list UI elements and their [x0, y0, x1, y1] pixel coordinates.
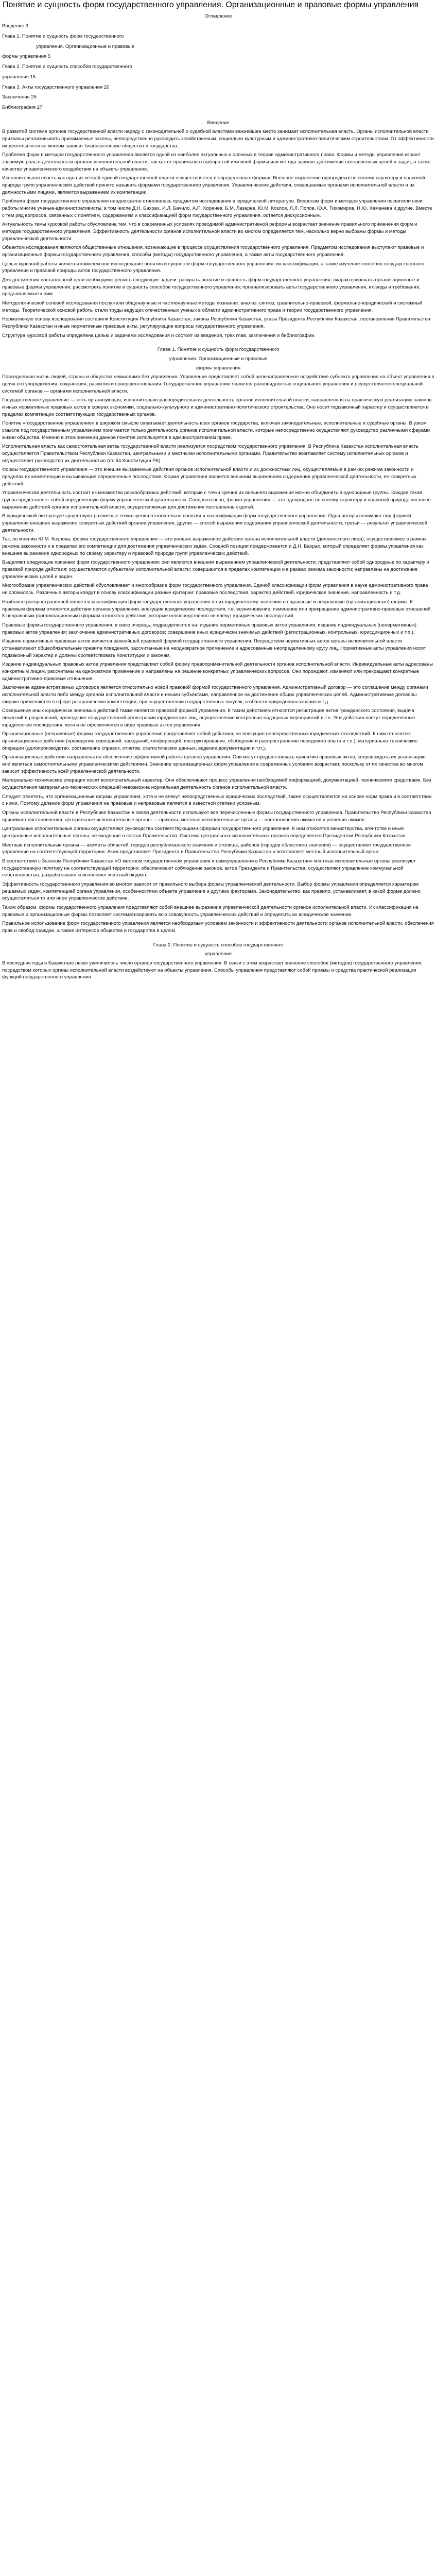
chapter-1-paragraph: Выделяют следующие признаки форм государственного управления: они являются внешним выражением управленческой деятельности; представляют собой однородные по характеру и правовой природе действия; осуществляются субъектами исполнительной власти; совершаются в пределах компетенции и в рамках режима законности; направлены на достижение управленческих целей и задач.: [2, 560, 429, 580]
chapter-1-paragraph: Таким образом, формы государственного управления представляют собой внешнее выражение управленческой деятельности органов исполнительной власти. Их классификация на правовые и организационные формы позволяет систематизировать всю совокупность управленческих действий и определить их юридическое значение.: [2, 905, 418, 918]
toc-entry: Глава 2. Понятие и сущность способов государственного: [2, 64, 132, 70]
intro-paragraph: В развитой системе органов государственной власти наряду с законодательной и судебной властями важнейшее место занимает исполнительная власть. Органы исполнительной власти призваны реализовывать принимаемые законы, непосредственно руководить хозяйственным, социально-культурным и административно-политическим строительством. От эффективности их деятельности во многом зависит благосостояние общества и государства.: [2, 129, 434, 149]
chapter-2-heading: [2, 942, 434, 958]
toc-heading: Оглавление: [204, 13, 232, 19]
chapter-2-heading-line: Глава 2. Понятие и сущность способов государственного: [153, 942, 284, 948]
chapter-2-heading-line: управления: [205, 951, 232, 957]
document-page: [0, 0, 436, 989]
intro-paragraph: Актуальность темы курсовой работы обусловлена тем, что в современных условиях проводимой административной реформы возрастает значение правильного применения форм и методов государственного управления. Эффективность деятельности органов исполнительной власти во многом определяется тем, насколько верно выбраны формы и методы управленческой деятельности.: [2, 222, 417, 242]
toc-entry: Введение 3: [2, 23, 28, 29]
chapter-1-paragraph: Органы исполнительной власти в Республике Казахстан в своей деятельности используют все перечисленные формы государственного управления. Правительство Республики Казахстан принимает постановления, центральные исполнительные органы — приказы, местные исполнительные органы — постановления акиматов и решения акимов.: [2, 809, 431, 823]
intro-paragraph: Исполнительная власть как одна из ветвей единой государственной власти осуществляется в определенных формах. Внешнее выражение однородных по своему характеру и правовой природе групп управленческих действий принято называть формами государственного управления. Управленческие действия, совершаемые органами исполнительной власти и их должностными лицами, являются выражением их компетенции.: [2, 175, 425, 195]
chapter-1-paragraph: В соответствии с Законом Республики Казахстан «О местном государственном управлении и самоуправлении в Республике Казахстан» местные исполнительные органы реализуют государственную политику на соответствующей территории, обеспечивают соблюдение законов, актов Президента и Правительства, осуществляют управление коммунальной собственностью, разрабатывают и исполняют местный бюджет.: [2, 858, 416, 878]
toc-entry: формы управления 5: [2, 54, 51, 60]
chapter-1-paragraph: Управленческая деятельность состоит из множества разнообразных действий, которые с точки зрения их внешнего выражения можно объединить в однородные группы. Каждая такая группа представляет собой определенную форму управленческой деятельности. Следовательно, форма управления — это однородное по своему характеру и правовой природе внешнее выражение действий органов исполнительной власти, осуществляемых для достижения поставленных целей.: [2, 490, 431, 510]
chapter-1-paragraph: Следует отметить, что организационные формы управления, хотя и не влекут непосредственных юридических последствий, также осуществляются на основе норм права и в соответствии с ними. Поэтому деление форм управления на правовые и неправовые является в известной степени условным.: [2, 793, 432, 807]
intro-heading: Введение: [207, 120, 230, 126]
intro-paragraph: Структура курсовой работы определена целью и задачами исследования и состоит из введения, трех глав, заключения и библиографии.: [2, 332, 316, 338]
chapter-1-paragraph: Повседневная жизнь людей, страны и общества немыслима без управления. Управление представляет собой целенаправленное воздействие субъекта управления на объект управления в целях его упорядочения, сохранения, развития и совершенствования. Государственное управление является разновидностью социального управления и осуществляется специальной системой органов — органами исполнительной власти.: [2, 374, 434, 394]
chapter-1-paragraph: Издание индивидуальных правовых актов управления представляет собой форму правоприменительной деятельности органов исполнительной власти. Индивидуальные акты адресованы конкретным лицам, рассчитаны на однократное применение и направлены на решение конкретных управленческих вопросов. Они порождают, изменяют или прекращают конкретные административно-правовые отношения.: [2, 662, 433, 682]
chapter-1-heading-line: формы управления: [196, 365, 241, 371]
chapter-1-paragraph: Понятие «государственное управление» в широком смысле охватывает деятельность всех органов государства, включая законодательные, исполнительные и судебные органы. В узком смысле под государственным управлением понимается только деятельность органов исполнительной власти, которые непосредственно осуществляют руководство различными сферами жизни общества. Именно в этом значении данное понятие используется в административном праве.: [2, 420, 430, 440]
chapter-1-paragraph: Издание нормативных правовых актов является важнейшей правовой формой государственного управления. Посредством нормативных актов органы исполнительной власти устанавливают общеобязательные правила поведения, рассчитанные на неоднократное применение и адресованные неопределенному кругу лиц. Нормативные акты управления носят подзаконный характер и должны соответствовать Конституции и законам.: [2, 638, 426, 658]
intro-section: [2, 128, 434, 339]
chapter-1-paragraph: Совершение иных юридически значимых действий также является правовой формой управления. К таким действиям относятся регистрация актов гражданского состояния, выдача лицензий и разрешений, проведение государственной регистрации юридических лиц, осуществление контрольно-надзорных мероприятий и т.п. Эти действия влекут определенные юридические последствия, хотя и не оформляются в виде правовых актов управления.: [2, 708, 415, 728]
chapter-1-paragraph: Исполнительная власть как самостоятельная ветвь государственной власти реализуется посредством государственного управления. В Республике Казахстан исполнительная власть осуществляется Правительством Республики Казахстан, центральными и местными исполнительными органами. Правительство возглавляет систему исполнительных органов и осуществляет руководство их деятельностью (ст. 64 Конституции РК).: [2, 444, 418, 464]
chapter-1-section: [2, 374, 434, 934]
chapter-1-heading: [2, 346, 434, 371]
chapter-1-heading-line: Глава 1. Понятие и сущность форм государственного: [157, 347, 280, 353]
chapter-1-paragraph: Заключение административных договоров является относительно новой правовой формой государственного управления. Административный договор — это соглашение между органами исполнительной власти либо между органом исполнительной власти и иными субъектами, направленное на достижение общих управленческих целей. Административные договоры широко применяются в сфере разграничения компетенции, при осуществлении государственных закупок, в области природопользования и т.д.: [2, 685, 428, 705]
intro-paragraph: Для достижения поставленной цели необходимо решить следующие задачи: раскрыть понятие и сущность форм государственного управления; охарактеризовать организационные и правовые формы управления; рассмотреть понятие и сущность способов государственного управления; проанализировать акты государственного управления, их виды и требования, предъявляемые к ним.: [2, 277, 421, 297]
chapter-1-paragraph: Так, по мнению Ю.М. Козлова, форма государственного управления — это внешне выраженное действие органа исполнительной власти (должностного лица), осуществляемое в рамках режима законности и в пределах его компетенции для достижения управленческих задач. Сходной позиции придерживается и Д.Н. Бахрах, который определяет формы управления как внешнее выражение однородных по своему характеру и правовой природе групп управленческих действий.: [2, 536, 427, 556]
toc-entry: Заключение 25: [2, 94, 37, 100]
chapter-2-section: [2, 960, 434, 981]
chapter-1-paragraph: Наиболее распространенной является классификация форм государственного управления по их юридическому значению на правовые и неправовые (организационные) формы. К правовым формам относятся действия органов управления, влекущие юридические последствия, т.е. возникновение, изменение или прекращение административно-правовых отношений. К неправовым (организационным) формам относятся действия, которые непосредственно не влекут юридических последствий.: [2, 599, 432, 619]
chapter-1-paragraph: Организационные действия направлены на обеспечение эффективной работы органов управления. Они могут предшествовать принятию правовых актов, сопровождать их реализацию или являться самостоятельными управленческими действиями. Значение организационных форм управления в современных условиях возрастает, поскольку от их качества во многом зависит эффективность всей управленческой деятельности.: [2, 754, 426, 774]
chapter-1-heading-line: управления. Организационные и правовые: [169, 356, 268, 362]
chapter-1-paragraph: Материально-технические операции носят вспомогательный характер. Они обеспечивают процесс управления необходимой информацией, документацией, техническими средствами. Без осуществления материально-технических операций невозможна нормальная деятельность органов исполнительной власти.: [2, 777, 431, 790]
intro-paragraph: Методологической основой исследования послужили общенаучные и частнонаучные методы познания: анализ, синтез, сравнительно-правовой, формально-юридический и системный методы. Теоретической основой работы стали труды ведущих отечественных ученых в области административного права и теории государственного управления.: [2, 300, 423, 313]
intro-paragraph: Проблема форм и методов государственного управления является одной из наиболее актуальных и сложных в теории административного права. Формы и методы управления играют значимую роль в деятельности органов исполнительной власти, так как от правильного выбора той или иной формы или метода зависит достижение поставленных целей и задач, а также качество управленческого воздействия на объекты управления.: [2, 152, 431, 172]
intro-paragraph: Целью курсовой работы является комплексное исследование понятия и сущности форм государственного управления, их классификации, а также изучение способов государственного управления и правовой природы актов государственного управления.: [2, 261, 424, 274]
chapter-1-paragraph: Организационные (неправовые) формы государственного управления представляют собой действия, не влекущие непосредственных юридических последствий. К ним относятся: организационные действия (проведение совещаний, заседаний, конференций, инструктирование, обобщение и распространение передового опыта и т.п.); материально-технические операции (делопроизводство, составление справок, отчетов, статистических данных, ведение документации и т.п.).: [2, 731, 418, 751]
toc-entry: Глава 1. Понятие и сущность форм государственного: [2, 33, 124, 40]
chapter-1-paragraph: Центральные исполнительные органы осуществляют руководство соответствующими сферами государственного управления. К ним относятся министерства, агентства и иные центральные исполнительные органы, не входящие в состав Правительства. Система центральных исполнительных органов определяется Президентом Республики Казахстан.: [2, 826, 407, 839]
chapter-1-paragraph: Эффективность государственного управления во многом зависит от правильного выбора формы управленческой деятельности. Выбор формы управления определяется характером решаемых задач, компетенцией органа управления, особенностями объекта управления и другими факторами. Законодательство, как правило, устанавливает, в какой форме должно осуществляться то или иное управленческое действие.: [2, 882, 421, 902]
chapter-1-paragraph: Правильное использование форм государственного управления является необходимым условием законности и эффективности деятельности органов исполнительной власти, обеспечения прав и свобод граждан, а также интересов общества и государства в целом.: [2, 921, 434, 934]
table-of-contents: [2, 23, 434, 111]
chapter-1-paragraph: Государственное управление — есть организующая, исполнительно-распорядительная деятельность органов исполнительной власти, направленная на практическую реализацию законов и иных нормативных правовых актов в сферах экономики, социально-культурного и административно-политического строительства. Оно носит подзаконный характер и осуществляется в пределах компетенции соответствующих государственных органов.: [2, 397, 432, 417]
toc-entry: Библиография 27: [2, 104, 43, 110]
document-title: Понятие и сущность форм государственного управления. Организационные и правовые формы управления: [3, 1, 419, 9]
chapter-2-paragraph: В последние годы в Казахстане резко увеличилось число органов государственного управления. В связи с этим возрастает значение способов (методов) государственного управления, посредством которых органы исполнительной власти воздействуют на объекты управления. Способы управления представляют собой приемы и средства практической реализации функций государственного управления.: [2, 960, 423, 980]
chapter-1-paragraph: Местные исполнительные органы — акиматы областей, городов республиканского значения и столицы, районов (городов областного значения) — осуществляют государственное управление на соответствующей территории. Аким представляет Президента и Правительство Республики Казахстан и возглавляет местный исполнительный орган.: [2, 842, 411, 855]
chapter-1-paragraph: В юридической литературе существуют различные точки зрения относительно понятия и классификации форм государственного управления. Одни авторы понимают под формой управления внешнее выражение конкретных действий органов управления, другие — способ выражения содержания управленческой деятельности, третьи — результат управленческой деятельности.: [2, 513, 427, 533]
chapter-1-paragraph: Формы государственного управления — это внешне выраженные действия органов исполнительной власти и их должностных лиц, осуществляемые в рамках режима законности и пределах их компетенции и вызывающие определенные последствия. Форма управления является внешним выражением содержания управленческой деятельности, ее конкретных действий.: [2, 467, 417, 487]
intro-paragraph: Нормативную основу исследования составили Конституция Республики Казахстан, законы Республики Казахстан, указы Президента Республики Казахстан, постановления Правительства Республики Казахстан и иные нормативные правовые акты, регулирующие вопросы государственного управления.: [2, 316, 430, 329]
chapter-1-paragraph: Многообразие управленческих действий обусловливает и многообразие форм государственного управления. Единой классификации форм управления в науке административного права не сложилось. Различные авторы кладут в основу классификации разные критерии: правовые последствия, характер действий, юридическое значение, направленность и т.д.: [2, 583, 428, 596]
intro-paragraph: Проблема форм государственного управления неоднократно становилась предметом исследования в юридической литературе. Вопросам форм и методов управления посвятили свои работы многие ученые-административисты, в том числе Д.Н. Бахрах, И.Л. Бачило, А.П. Коренев, Б.М. Лазарев, Ю.М. Козлов, Л.Л. Попов, Ю.А. Тихомиров, Н.Ю. Хаманева и другие. Вместе с тем ряд вопросов, связанных с понятием, содержанием и классификацией форм государственного управления, остается дискуссионным.: [2, 198, 432, 218]
toc-entry: управления 15: [2, 74, 36, 80]
chapter-1-paragraph: Правовые формы государственного управления, в свою очередь, подразделяются на: издание нормативных правовых актов управления; издание индивидуальных (ненормативных) правовых актов управления; заключение административных договоров; совершение иных юридически значимых действий (регистрационных, контрольных, юрисдикционных и т.п.).: [2, 622, 417, 635]
toc-entry: Глава 3. Акты государственного управления 20: [2, 84, 110, 90]
intro-paragraph: Объектом исследования являются общественные отношения, возникающие в процессе осуществления государственного управления. Предметом исследования выступают правовые и организационные формы государственного управления, способы (методы) государственного управления, а также акты государственного управления.: [2, 245, 424, 258]
toc-entry: управления. Организационные и правовые: [36, 43, 134, 49]
